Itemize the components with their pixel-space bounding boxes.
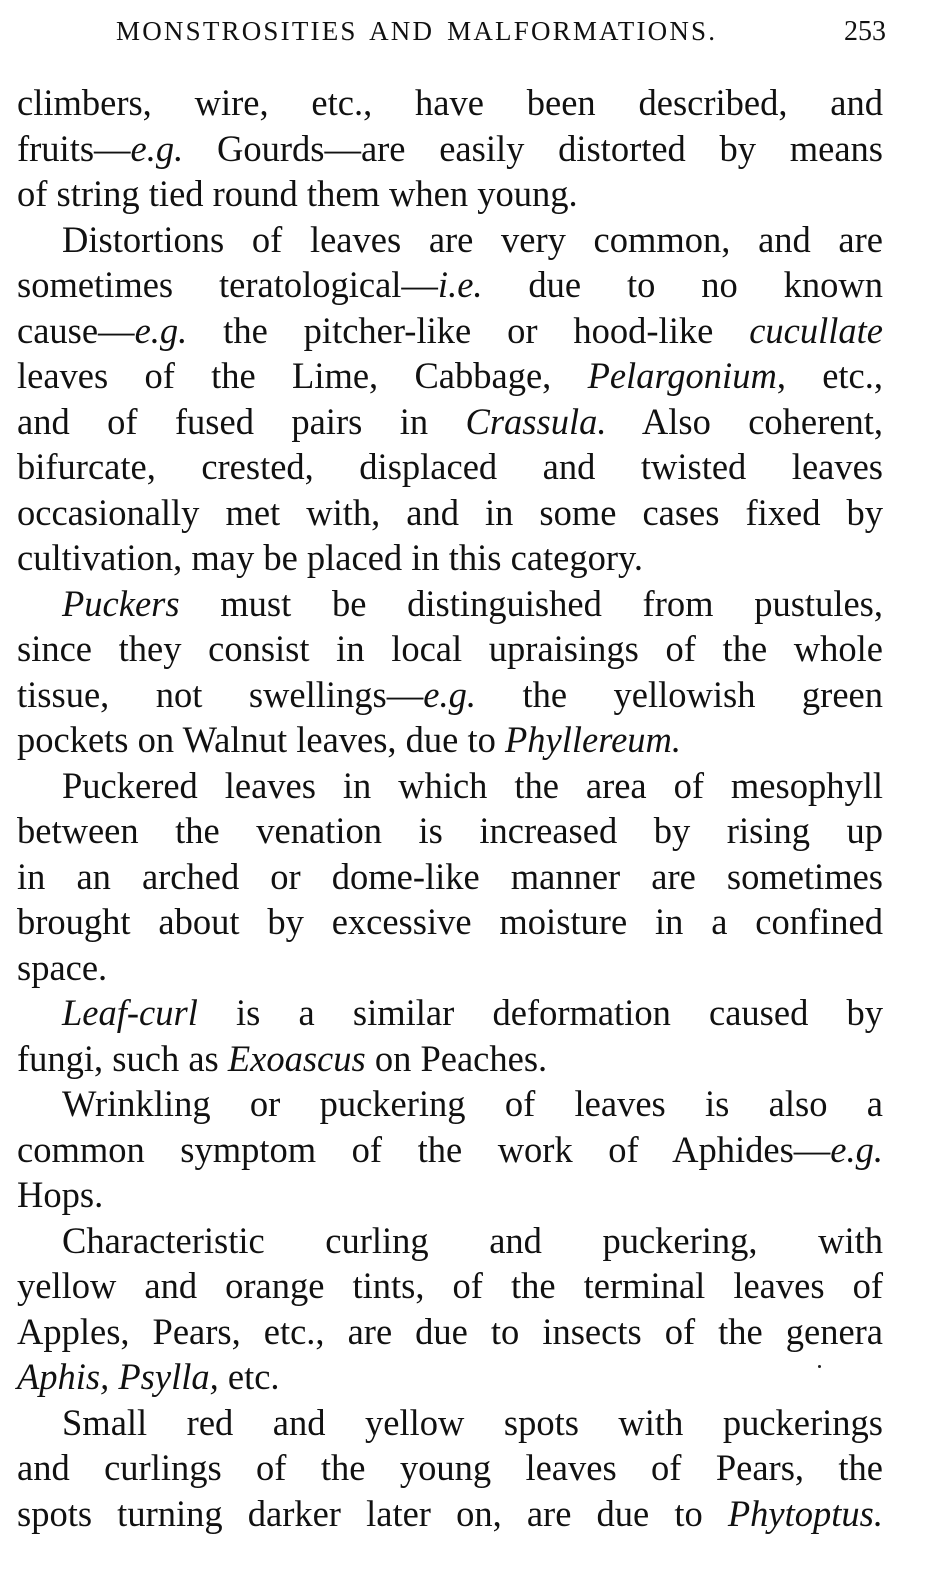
paragraph-first-line: Distortions of leaves are very common, and are	[62, 218, 883, 260]
paragraph-first-line: Puckered leaves in which the area of mesophyll	[62, 764, 883, 806]
text-line: occasionally met with, and in some cases fixed by	[17, 491, 883, 533]
text-line: bifurcate, crested, displaced and twisted leaves	[17, 446, 883, 487]
text-line: Apples, Pears, etc., are due to insects of the genera	[17, 1310, 883, 1352]
text-line: sometimes teratological—i.e. due to no known	[17, 264, 883, 305]
text-line: tissue, not swellings—e.g. the yellowish green	[17, 673, 883, 715]
page-number: 253	[844, 16, 886, 47]
running-header	[116, 14, 886, 48]
text-line: pockets on Walnut leaves, due to Phyllereum.	[17, 719, 682, 760]
running-title: MONSTROSITIES AND MALFORMATIONS.	[116, 16, 718, 46]
paragraph-first-line: Leaf-curl is a similar deformation caused by	[62, 992, 883, 1033]
text-line: cause—e.g. the pitcher-like or hood-like cucullate	[17, 309, 883, 351]
text-line: spots turning darker later on, are due to Phytoptus.	[17, 1492, 883, 1534]
paragraph-first-line: Puckers must be distinguished from pustules,	[62, 582, 883, 624]
text-line: leaves of the Lime, Cabbage, Pelargonium, etc.,	[17, 355, 884, 396]
text-line: between the venation is increased by rising up	[17, 810, 883, 851]
text-line: in an arched or dome-like manner are sometimes	[17, 855, 883, 897]
text-line: space.	[17, 946, 108, 988]
text-line: brought about by excessive moisture in a confined	[17, 901, 883, 942]
text-line: Aphis, Psylla, etc.	[17, 1356, 280, 1397]
text-line: yellow and orange tints, of the terminal leaves of	[17, 1265, 883, 1306]
text-line: Hops.	[17, 1174, 104, 1215]
paragraph-first-line: Wrinkling or puckering of leaves is also a	[62, 1083, 883, 1124]
text-line: fungi, such as Exoascus on Peaches.	[17, 1037, 548, 1079]
text-line: of string tied round them when young.	[17, 173, 578, 214]
text-line: cultivation, may be placed in this category.	[17, 537, 644, 578]
print-speck	[818, 1365, 821, 1368]
body-text	[17, 80, 883, 1536]
text-line: climbers, wire, etc., have been described, and	[17, 82, 883, 123]
text-line: and curlings of the young leaves of Pears, the	[17, 1447, 883, 1488]
text-line: fruits—e.g. Gourds—are easily distorted by means	[17, 127, 883, 169]
paragraph-first-line: Small red and yellow spots with puckerings	[62, 1401, 883, 1443]
text-line: common symptom of the work of Aphides—e.g.	[17, 1128, 883, 1170]
text-line: and of fused pairs in Crassula. Also coherent,	[17, 400, 883, 442]
text-line: since they consist in local upraisings of the whole	[17, 628, 883, 669]
paragraph-first-line: Characteristic curling and puckering, with	[62, 1219, 883, 1261]
